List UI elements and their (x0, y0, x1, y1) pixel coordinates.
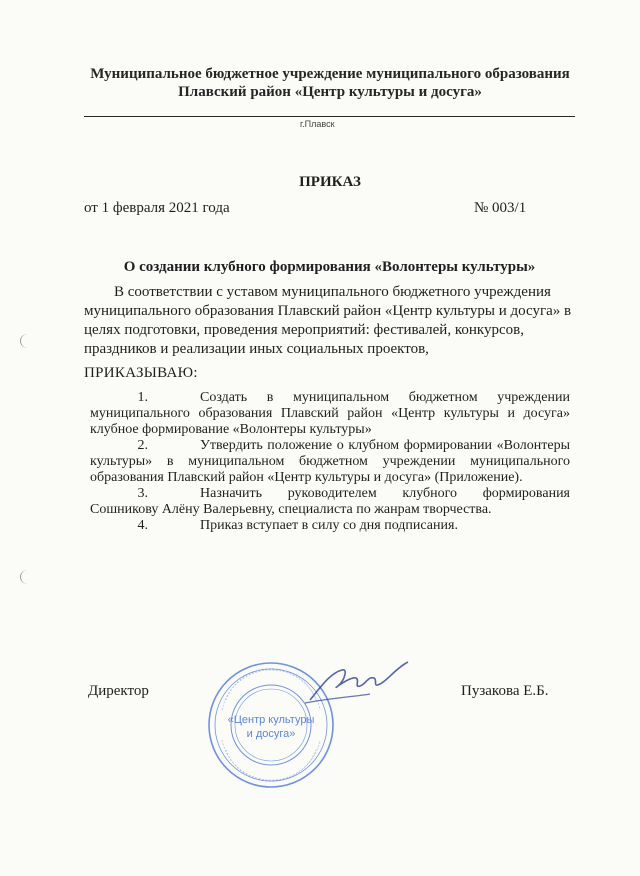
item-text: Назначить руководителем клубного формирования Сошникову Алёну Валерьевну, специалиста по жанрам творчества. (90, 486, 570, 517)
city-label: г.Плавск (300, 119, 335, 129)
header-divider (84, 116, 575, 117)
order-item (90, 518, 570, 534)
svg-text:и досуга»: и досуга» (246, 728, 296, 740)
item-number: 3. (137, 486, 148, 501)
order-item (90, 390, 570, 438)
item-text: Утвердить положение о клубном формировании «Волонтеры культуры» в муниципальном бюджетном учреждении муниципального образования Плавский район «Центр культуры и досуга» (Приложение). (90, 438, 570, 485)
order-item (90, 486, 570, 518)
order-item (90, 438, 570, 486)
handwritten-signature (300, 658, 420, 708)
svg-text:«Центр культуры: «Центр культуры (227, 714, 315, 726)
punch-hole-mark (20, 334, 35, 348)
item-number: 4. (137, 518, 148, 533)
order-directive: ПРИКАЗЫВАЮ: (84, 365, 198, 381)
punch-hole-mark (20, 570, 35, 584)
org-line-1: Муниципальное бюджетное учреждение муниципального образования (90, 66, 570, 82)
order-items (90, 390, 570, 534)
order-preamble: В соответствии с уставом муниципального бюджетного учреждения муниципального образования Плавский район «Центр культуры и досуга» в целях подготовки, проведения мероприятий: фестивалей, конкурсов, праздников и реализации иных социальных проектов, (84, 284, 572, 357)
order-date: от 1 февраля 2021 года (84, 200, 230, 216)
document-title: ПРИКАЗ (299, 174, 361, 190)
organization-header (70, 65, 590, 101)
signatory-name: Пузакова Е.Б. (461, 683, 549, 699)
item-number: 1. (137, 390, 148, 405)
order-number: № 003/1 (474, 200, 527, 216)
signatory-position: Директор (88, 683, 149, 699)
org-line-2: Плавский район «Центр культуры и досуга» (178, 84, 482, 100)
order-subject: О создании клубного формирования «Волонтеры культуры» (123, 259, 536, 275)
item-text: Приказ вступает в силу со дня подписания. (200, 518, 458, 533)
item-number: 2. (137, 438, 148, 453)
item-text: Создать в муниципальном бюджетном учреждении муниципального образования Плавский район «Центр культуры и досуга» клубное формирование «Волонтеры культуры» (90, 390, 570, 437)
